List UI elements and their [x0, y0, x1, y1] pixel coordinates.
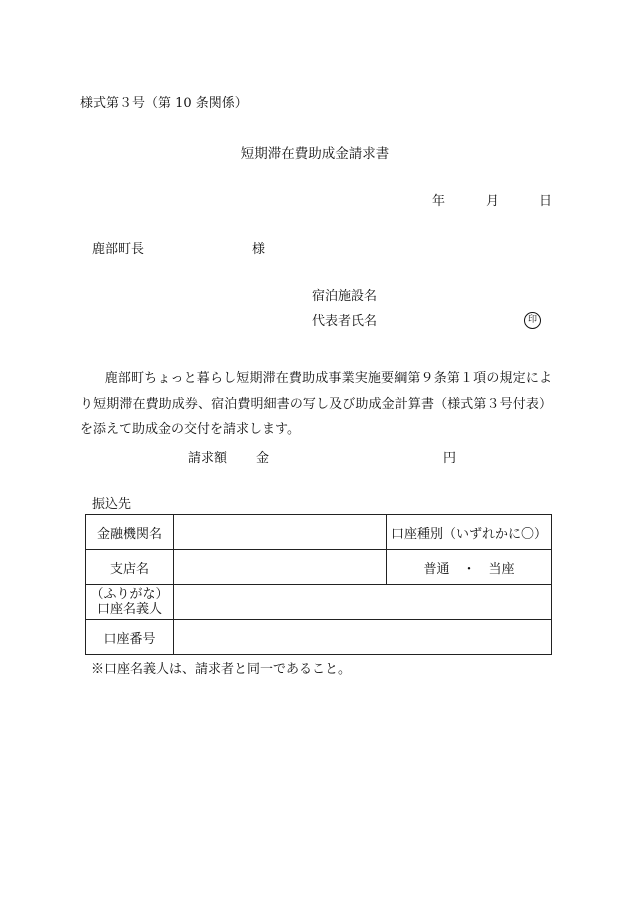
- branch-name-label: 支店名: [86, 550, 174, 585]
- furigana-label: （ふりがな）: [90, 587, 169, 602]
- account-holder-field[interactable]: [174, 585, 552, 620]
- table-row: [86, 585, 552, 620]
- bank-account-table: [85, 514, 552, 655]
- account-type-options[interactable]: 普通 ・ 当座: [387, 550, 552, 585]
- date-year-label: 年: [432, 194, 446, 209]
- table-row: [86, 550, 552, 585]
- request-body-text: 鹿部町ちょっと暮らし短期滞在費助成事業実施要綱第９条第１項の規定により短期滞在費助成券、宿泊費明細書の写し及び助成金計算書（様式第３号付表）を添えて助成金の交付を請求します。: [80, 371, 552, 437]
- account-holder-note: ※口座名義人は、請求者と同一であること。: [91, 662, 352, 677]
- claim-kin-label: 金: [256, 451, 270, 466]
- account-type-label: 口座種別（いずれかに〇）: [387, 515, 552, 550]
- bank-name-label: 金融機関名: [86, 515, 174, 550]
- branch-name-field[interactable]: [174, 550, 387, 585]
- account-number-label: 口座番号: [86, 620, 174, 655]
- transfer-destination-title: 振込先: [92, 497, 132, 512]
- facility-name-label: 宿泊施設名: [312, 289, 378, 304]
- form-number: 様式第３号（第 10 条関係）: [80, 96, 248, 111]
- representative-name-label: 代表者氏名: [312, 314, 378, 329]
- bank-name-field[interactable]: [174, 515, 387, 550]
- claim-yen-label: 円: [443, 451, 457, 466]
- table-row: [86, 515, 552, 550]
- account-number-field[interactable]: [174, 620, 552, 655]
- addressee-honorific: 様: [252, 242, 266, 257]
- claim-amount-label: 請求額: [188, 451, 228, 466]
- date-day-label: 日: [539, 194, 553, 209]
- account-holder-label-cell: [86, 585, 174, 620]
- date-month-label: 月: [486, 194, 500, 209]
- account-holder-label: 口座名義人: [96, 602, 162, 617]
- document-title: 短期滞在費助成金請求書: [240, 146, 390, 162]
- table-row: [86, 620, 552, 655]
- addressee-name: 鹿部町長: [92, 242, 145, 257]
- seal-mark: 印: [524, 312, 541, 329]
